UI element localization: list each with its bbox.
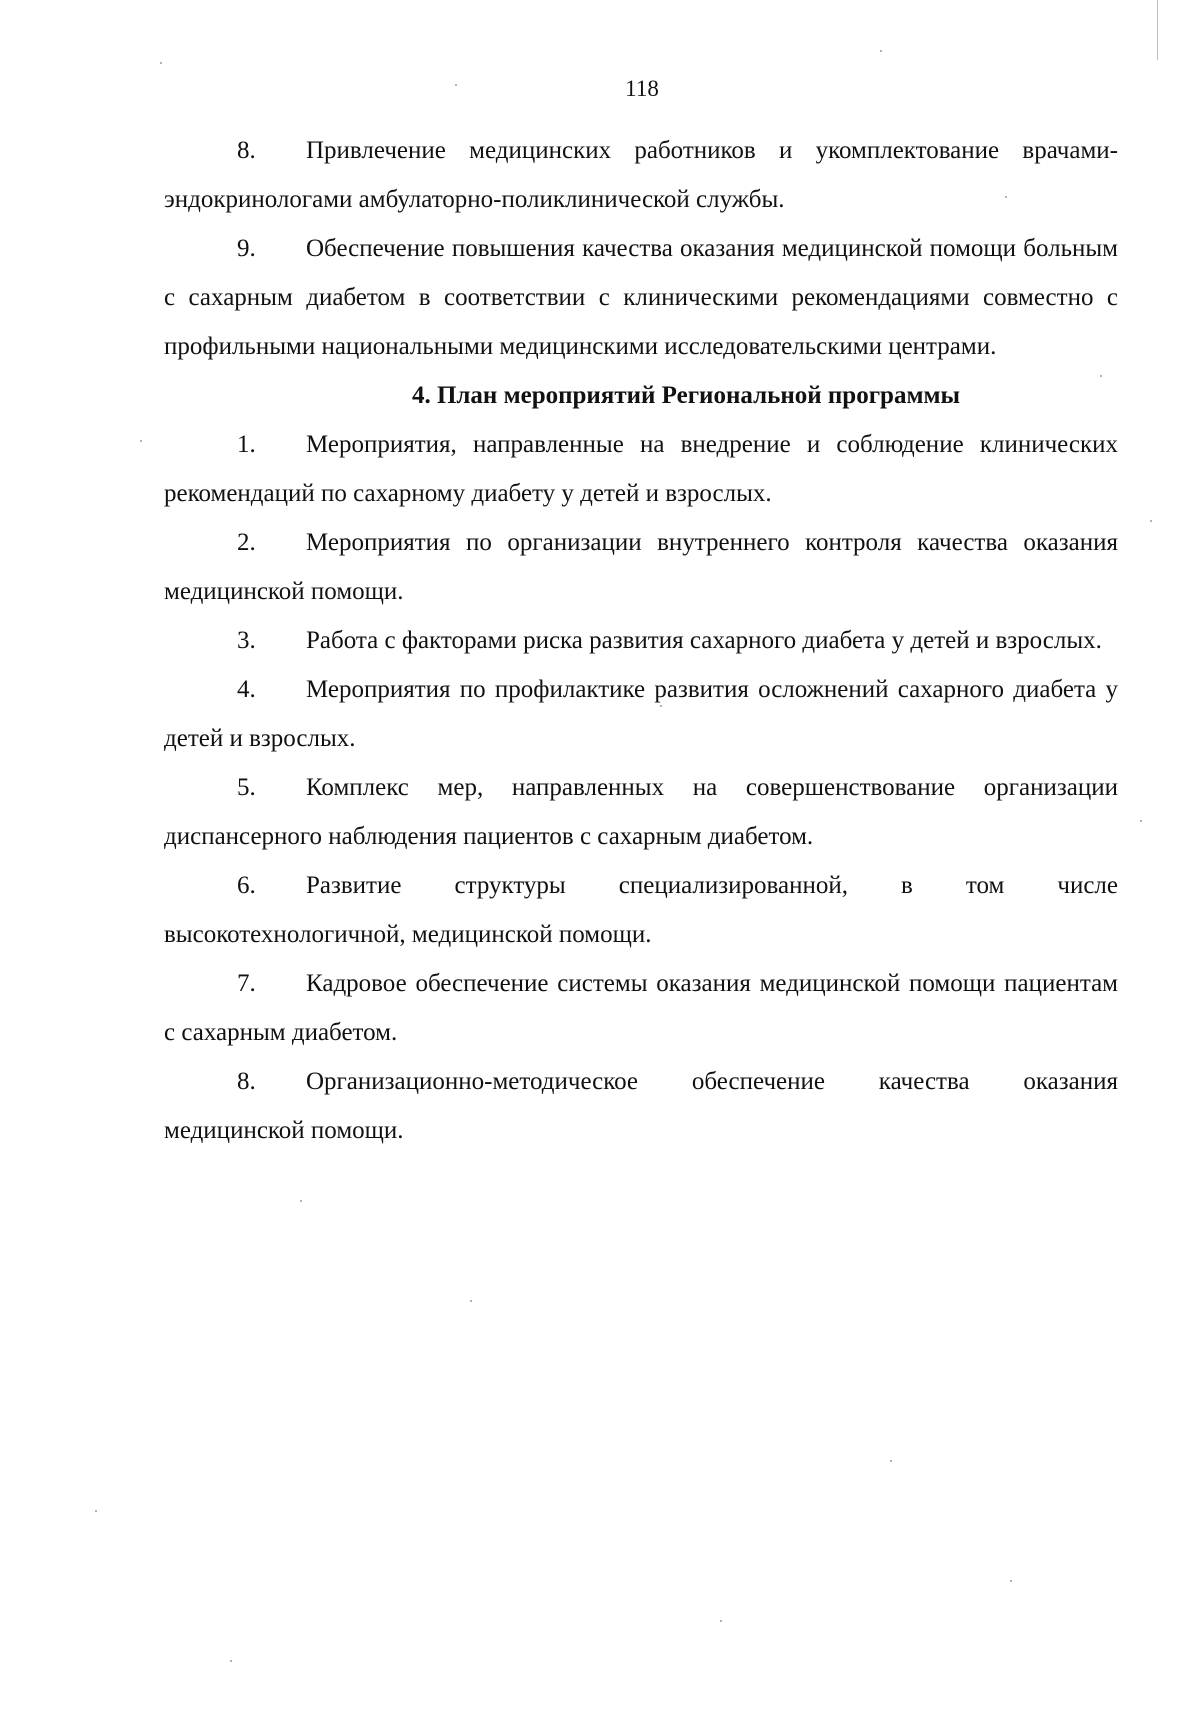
plan-item-number: 8. [237, 1068, 256, 1095]
scan-speck [890, 1460, 892, 1462]
plan-item-3 [164, 616, 1118, 665]
plan-item-6 [164, 861, 1118, 959]
plan-item-number: 6. [237, 872, 256, 899]
plan-item-text: Организационно-методическое обеспечение качества оказания медицинской помощи. [164, 1068, 1118, 1144]
plan-item-number: 4. [237, 676, 256, 703]
paragraph-text: Привлечение медицинских работников и укомплектование врачами-эндокринологами амбулаторно-поликлинической службы. [164, 137, 1118, 213]
scan-speck [660, 705, 662, 707]
plan-item-number: 7. [237, 970, 256, 997]
scan-speck [1100, 375, 1102, 377]
plan-item-text: Мероприятия по профилактике развития осложнений сахарного диабета у детей и взрослых. [164, 676, 1118, 752]
scan-speck [720, 1620, 722, 1622]
scan-speck [95, 1510, 97, 1512]
scan-speck [1140, 820, 1142, 822]
plan-item-text: Развитие структуры специализированной, в том числе высокотехнологичной, медицинской помощи. [164, 872, 1118, 948]
document-body [164, 126, 1118, 1155]
plan-item-number: 3. [237, 627, 256, 654]
plan-item-number: 5. [237, 774, 256, 801]
plan-item-text: Комплекс мер, направленных на совершенствование организации диспансерного наблюдения пациентов с сахарным диабетом. [164, 774, 1118, 850]
page-number: 118 [625, 76, 659, 101]
scan-speck [1150, 520, 1152, 522]
plan-item-text: Кадровое обеспечение системы оказания медицинской помощи пациентам с сахарным диабетом. [164, 970, 1118, 1046]
plan-item-7 [164, 959, 1118, 1057]
plan-item-5 [164, 763, 1118, 861]
scan-speck [300, 1200, 302, 1202]
scan-speck [470, 1300, 472, 1302]
scan-speck [140, 440, 142, 442]
plan-item-number: 2. [237, 529, 256, 556]
scan-speck [880, 50, 882, 52]
plan-item-4 [164, 665, 1118, 763]
paragraph-number: 8. [237, 137, 256, 164]
plan-item-text: Мероприятия, направленные на внедрение и соблюдение клинических рекомендаций по сахарному диабету у детей и взрослых. [164, 431, 1118, 507]
paragraph-number: 9. [237, 235, 256, 262]
scan-speck [230, 1660, 232, 1662]
paragraph-text: Обеспечение повышения качества оказания медицинской помощи больным с сахарным диабетом в соответствии с клиническими рекомендациями совместно с профильными национальными медицинскими исследовательскими центрами. [164, 235, 1118, 360]
scan-speck [160, 62, 162, 64]
plan-item-2 [164, 518, 1118, 616]
scan-edge-line [1157, 0, 1158, 60]
plan-item-1 [164, 420, 1118, 518]
plan-item-text: Мероприятия по организации внутреннего контроля качества оказания медицинской помощи. [164, 529, 1118, 605]
plan-item-number: 1. [237, 431, 256, 458]
section-heading: 4. План мероприятий Региональной программы [411, 382, 961, 409]
paragraph-item-8 [164, 126, 1118, 224]
plan-item-text: Работа с факторами риска развития сахарного диабета у детей и взрослых. [306, 627, 1102, 654]
scan-speck [1010, 1580, 1012, 1582]
plan-item-8 [164, 1057, 1118, 1155]
paragraph-item-9 [164, 224, 1118, 371]
scan-speck [455, 84, 457, 86]
scan-speck [1005, 196, 1007, 198]
